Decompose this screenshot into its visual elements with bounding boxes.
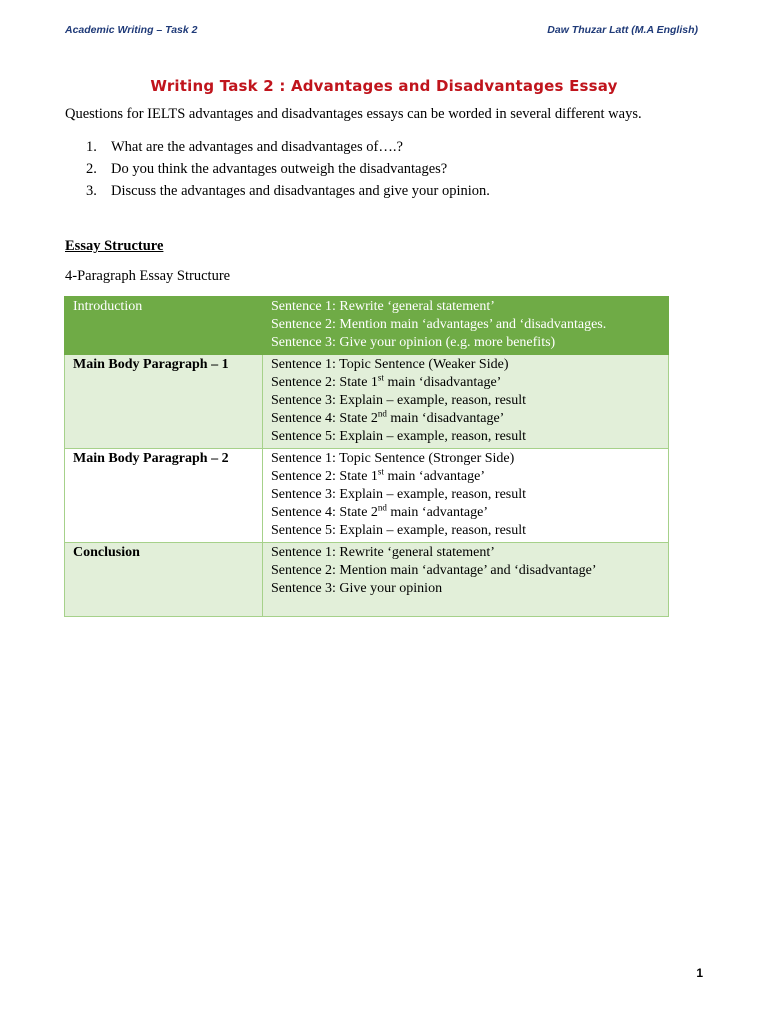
table-row-label: Main Body Paragraph – 1 — [65, 355, 263, 449]
table-row-body-1 — [65, 355, 669, 449]
list-item — [86, 136, 490, 158]
sentence-line: Sentence 4: State 2nd main ‘advantage’ — [271, 502, 488, 520]
table-row-introduction — [65, 297, 669, 355]
page-title: Writing Task 2 : Advantages and Disadvantages Essay — [150, 77, 618, 95]
list-text: What are the advantages and disadvantages of….? — [111, 139, 403, 155]
sentence-line: Sentence 2: Mention main ‘advantages’ and ‘disadvantages. — [271, 317, 607, 332]
table-row-sentences — [263, 355, 669, 449]
sentence-line: Sentence 1: Rewrite ‘general statement’ — [271, 545, 495, 560]
sentence-line: Sentence 2: State 1st main ‘disadvantage’ — [271, 372, 502, 390]
sentence-line: Sentence 3: Give your opinion (e.g. more benefits) — [271, 335, 556, 350]
list-item — [86, 158, 490, 180]
intro-paragraph: Questions for IELTS advantages and disadvantages essays can be worded in several different ways. — [65, 106, 642, 122]
sentence-line: Sentence 4: State 2nd main ‘disadvantage’ — [271, 408, 505, 426]
table-row-body-2 — [65, 449, 669, 543]
sentence-line: Sentence 3: Explain – example, reason, result — [271, 393, 527, 408]
sentence-line: Sentence 5: Explain – example, reason, result — [271, 523, 527, 538]
list-text: Discuss the advantages and disadvantages and give your opinion. — [111, 183, 490, 199]
paragraph-structure-label: 4-Paragraph Essay Structure — [65, 268, 231, 284]
table-row-label: Main Body Paragraph – 2 — [65, 449, 263, 543]
table-row-sentences — [263, 297, 669, 355]
list-number: 2. — [86, 161, 97, 177]
sentence-line: Sentence 1: Topic Sentence (Stronger Side) — [271, 451, 515, 466]
header-course-title: Academic Writing – Task 2 — [65, 24, 198, 36]
sentence-line: Sentence 3: Explain – example, reason, result — [271, 487, 527, 502]
list-text: Do you think the advantages outweigh the disadvantages? — [111, 161, 448, 177]
list-number: 3. — [86, 183, 97, 199]
table-row-label: Conclusion — [65, 543, 263, 617]
sentence-line: Sentence 3: Give your opinion — [271, 581, 443, 596]
list-item — [86, 180, 490, 202]
table-row-conclusion — [65, 543, 669, 617]
sentence-line: Sentence 1: Rewrite ‘general statement’ — [271, 299, 495, 314]
question-list — [86, 136, 490, 202]
sentence-line: Sentence 1: Topic Sentence (Weaker Side) — [271, 357, 509, 372]
essay-structure-table — [64, 296, 669, 617]
table-row-sentences — [263, 449, 669, 543]
sentence-line: Sentence 2: State 1st main ‘advantage’ — [271, 466, 485, 484]
table-row-label: Introduction — [65, 297, 263, 355]
list-number: 1. — [86, 139, 97, 155]
table-row-sentences — [263, 543, 669, 617]
header-author: Daw Thuzar Latt (M.A English) — [547, 24, 698, 36]
essay-structure-heading: Essay Structure — [65, 238, 164, 254]
sentence-line: Sentence 5: Explain – example, reason, result — [271, 429, 527, 444]
sentence-line: Sentence 2: Mention main ‘advantage’ and ‘disadvantage’ — [271, 563, 597, 578]
page-number: 1 — [696, 966, 703, 980]
